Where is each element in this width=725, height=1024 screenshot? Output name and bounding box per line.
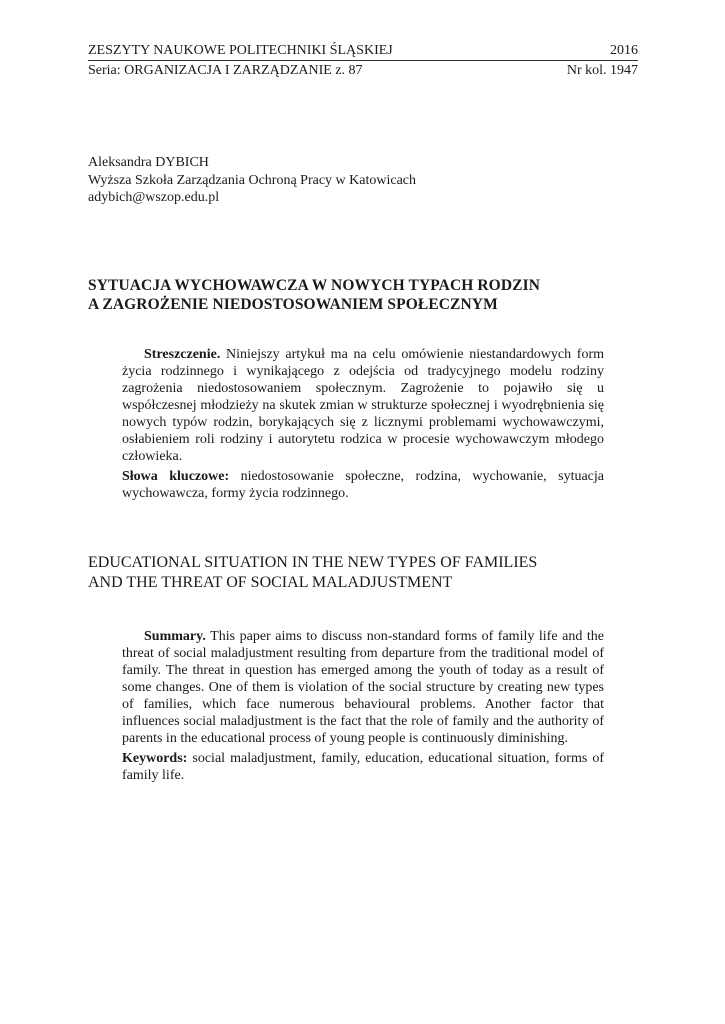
journal-issue: Nr kol. 1947 <box>566 63 638 78</box>
title-polish <box>88 276 648 314</box>
author-name: Aleksandra DYBICH <box>88 155 209 170</box>
keywords-english-text: social maladjustment, family, education, educational situation, forms of family life. <box>122 751 604 783</box>
keywords-english-label: Keywords: <box>122 751 188 766</box>
abstract-polish-label: Streszczenie. <box>144 347 221 362</box>
abstract-english-text: This paper aims to discuss non-standard forms of family life and the threat of social maladjustment resulting from departure from the traditional model of family. The threat in question has emerged among the youth of today as a result of some changes. One of them is violation of the social structure by creating new types of families, which face numerous behavioural problems. Another factor that influences social maladjustment is the fact that the role of family and the authority of parents in the educational process of young people is continuously diminishing. <box>122 629 604 746</box>
journal-name: ZESZYTY NAUKOWE POLITECHNIKI ŚLĄSKIEJ <box>88 43 393 58</box>
keywords-english <box>122 750 604 784</box>
journal-year: 2016 <box>610 43 638 58</box>
author-block <box>88 154 416 207</box>
title-english <box>88 553 648 592</box>
keywords-polish <box>122 468 604 502</box>
journal-series: Seria: ORGANIZACJA I ZARZĄDZANIE z. 87 <box>88 63 363 78</box>
journal-header <box>88 42 638 79</box>
author-affiliation: Wyższa Szkoła Zarządzania Ochroną Pracy w Katowicach <box>88 172 416 188</box>
author-email: adybich@wszop.edu.pl <box>88 190 220 205</box>
abstract-polish-body <box>122 346 604 465</box>
keywords-polish-text: niedostosowanie społeczne, rodzina, wychowanie, sytuacja wychowawcza, formy życia rodzinnego. <box>122 469 604 501</box>
title-polish-line-2: A ZAGROŻENIE NIEDOSTOSOWANIEM SPOŁECZNYM <box>88 296 498 313</box>
title-english-line-2: AND THE THREAT OF SOCIAL MALADJUSTMENT <box>88 573 453 591</box>
abstract-polish-text: Niniejszy artykuł ma na celu omówienie niestandardowych form życia rodzinnego i wynikającego z odejścia od tradycyjnego modelu rodziny zagrożenia niedostosowaniem społecznym. Zagrożenie to pojawiło się u współczesnej młodzieży na skutek zmian w strukturze społecznej i wyodrębnienia się nowych typów rodzin, borykających się z licznymi problemami wychowawczymi, osłabieniem roli rodziny i autorytetu rodzica w procesie wychowawczym młodego człowieka. <box>122 347 604 464</box>
abstract-english <box>122 628 604 784</box>
abstract-english-label: Summary. <box>144 629 206 644</box>
journal-header-bottom <box>88 61 638 79</box>
journal-header-top <box>88 42 638 61</box>
keywords-polish-label: Słowa kluczowe: <box>122 469 230 484</box>
title-polish-line-1: SYTUACJA WYCHOWAWCZA W NOWYCH TYPACH RODZIN <box>88 277 540 294</box>
title-english-line-1: EDUCATIONAL SITUATION IN THE NEW TYPES OF FAMILIES <box>88 554 538 571</box>
abstract-polish <box>122 346 604 502</box>
abstract-english-body <box>122 628 604 747</box>
